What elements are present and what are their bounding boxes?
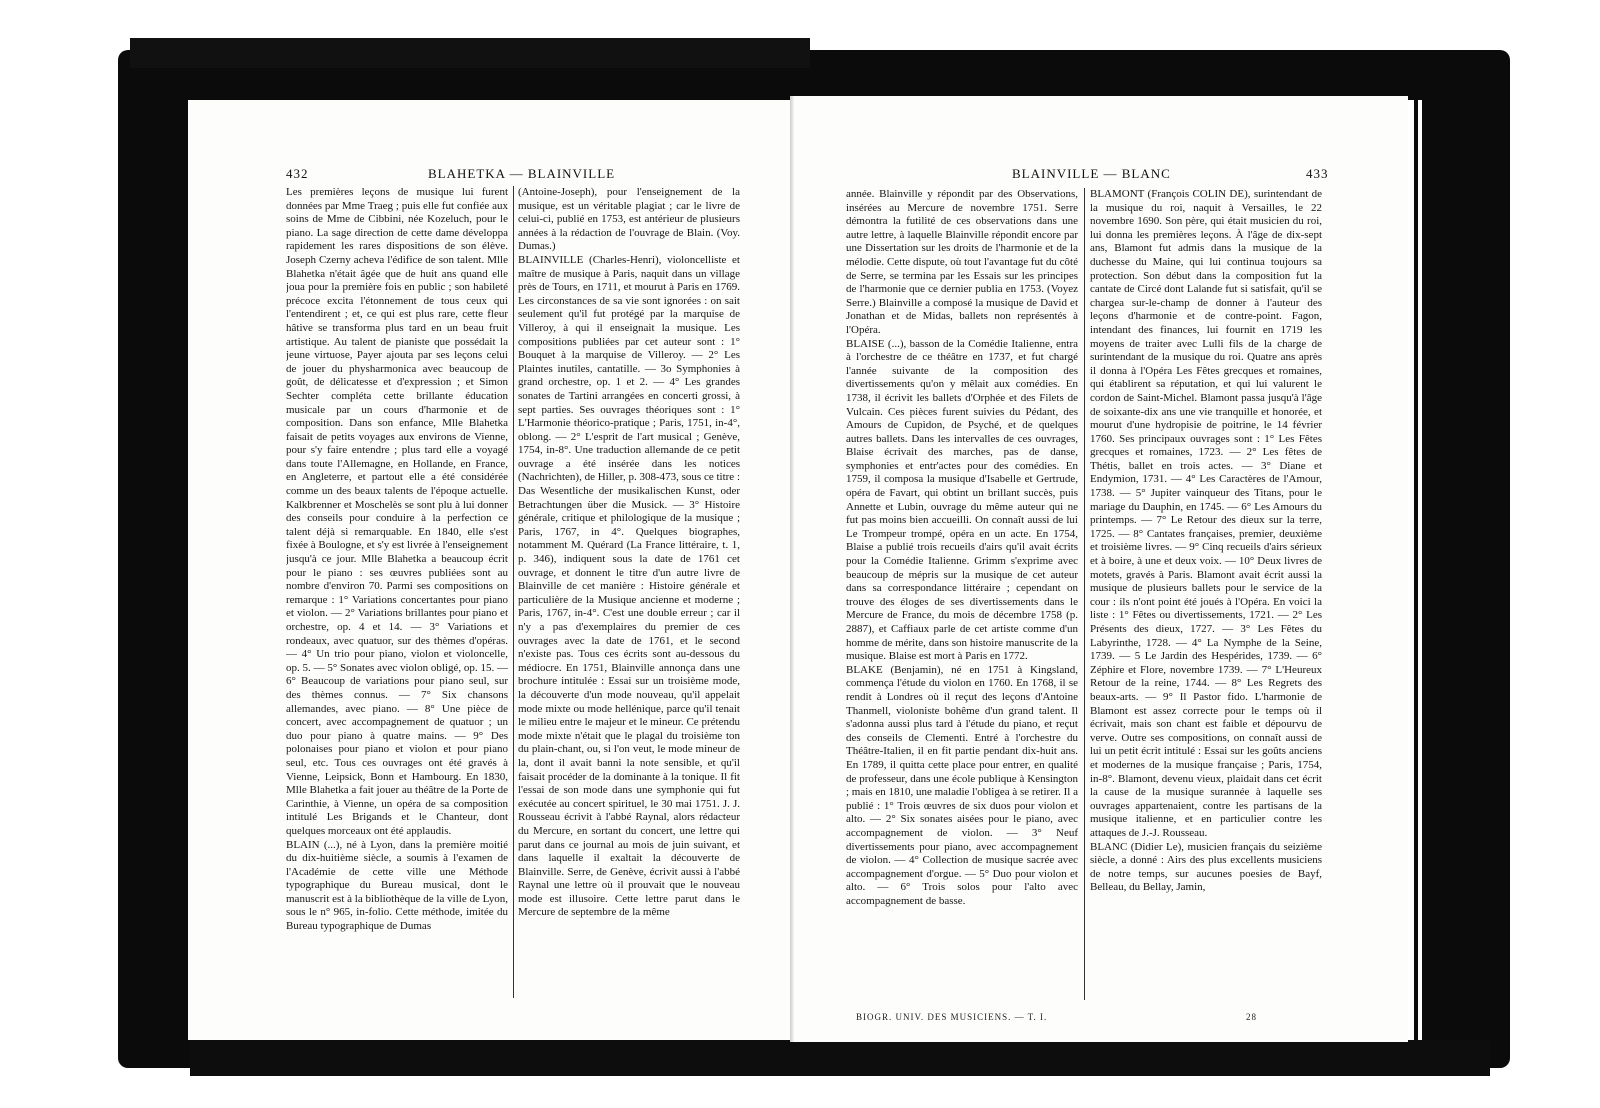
page-stack-edge	[1418, 100, 1422, 1040]
left-running-head: BLAHETKA — BLAINVILLE	[428, 166, 616, 181]
left-page-number: 432	[286, 166, 309, 181]
page-footer-signature: BIOGR. UNIV. DES MUSICIENS. — T. I.	[856, 1012, 1048, 1022]
entry-blake: BLAKE (Benjamin), né en 1751 à Kingsland, commença l'étude du violon en 1760. En 1768, il se rendit à Londres où il reçut des leçons d'Antoine Thanmell, violoniste bohême d'un grand talent. Il s'adonna aussi plus tard à l'étude du piano, et reçut des conseils de Clementi. Entré à l'orchestre du Théâtre-Italien, il en fit partie pendant dix-huit ans. En 1789, il quitta cette place pour entrer, en qualité de professeur, dans une école publique à Kensington ; mais en 1810, une maladie l'obligea à se retirer. Il a publié : 1° Trois œuvres de six duos pour violon et alto. — 2° Six sonates aisées pour le piano, avec accompagnement de violon. — 3° Neuf divertissements pour piano, avec accompagnement de violon. — 4° Collection de musique sacrée avec accompagnement d'orgue. — 5° Duo pour violon et alto. — 6° Trois solos pour l'alto avec accompagnement de basse.	[846, 663, 1078, 907]
entry-blain: BLAIN (...), né à Lyon, dans la première moitié du dix-huitième siècle, a soumis à l'examen de l'Académie de cette ville une Méthode typographique du Bureau musical, dont le manuscrit est à la bibliothèque de la ville de Lyon, sous le n° 965, in-folio. Cette méthode, imitée du Bureau typographique de Dumas	[286, 838, 508, 933]
right-running-head: BLAINVILLE — BLANC	[1012, 166, 1171, 181]
entry-blainville: BLAINVILLE (Charles-Henri), violoncelliste et maître de musique à Paris, naquit dans un village près de Tours, en 1711, et mourut à Paris en 1769. Les circonstances de sa vie sont ignorées : on sait seulement qu'il fut protégé par la marquise de Villeroy, à qui il enseignait la musique. Les compositions publiées par cet auteur sont : 1° Bouquet à la marquise de Villeroy. — 2° Les Plaintes inutiles, cantatille. — 3o Symphonies à grand orchestre, op. 1 et 2. — 4° Les grandes sonates de Tartini arrangées en concerti grossi, à sept parties. Ses ouvrages théoriques sont : 1° L'Harmonie théorico-pratique ; Paris, 1751, in-4°, oblong. — 2° L'esprit de l'art musical ; Genève, 1754, in-8°. Une traduction allemande de ce petit ouvrage a été insérée dans les notices (Nachrichten), de Hiller, p. 308-473, sous ce titre : Das Wesentliche der musikalischen Kunst, oder Betrachtungen über die Musick. — 3° Histoire générale, critique et philologique de la musique ; Paris, 1767, in 4°. Quelques biographes, notamment M. Quérard (La France littéraire, t. 1, p. 346), indiquent sous la date de 1761 cet ouvrage, et donnent le titre d'un autre livre de Blainville de cet manière : Histoire générale et particulière de la Musique ancienne et moderne ; Paris, 1767, in-4°. C'est une double erreur ; car il n'y a pas d'exemplaires du premier de ces ouvrages avec la date de 1761, et le second n'existe pas. Tous ces écrits sont au-dessous du médiocre. En 1751, Blainville annonça dans une brochure intitulée : Essai sur un troisième mode, la découverte d'un mode nouveau, qu'il appelait mode mixte ou mode hellénique, parce qu'il tenait le milieu entre le majeur et le mineur. Ce prétendu mode mixte n'était que le plagal du troisième ton du plain-chant, ou, si l'on veut, le mode mineur de la, dont il avait banni la note sensible, et qu'il faisait procéder de la dominante à la tonique. Il fit l'essai de son mode dans une symphonie qui fut exécutée au concert spirituel, le 30 mai 1751. J. J. Rousseau écrivit à l'abbé Raynal, alors rédacteur du Mercure, en sortant du concert, une lettre qui parut dans ce journal au mois de juin suivant, et dans laquelle il exaltait la découverte de Blainville. Serre, de Genève, écrivit aussi à l'abbé Raynal une lettre où il prouvait que le nouveau mode est illusoire. Cette lettre parut dans le Mercure de septembre de la même	[518, 253, 740, 919]
page-footer-sheet-number: 28	[1246, 1012, 1257, 1022]
book-cover-edge-bottom	[190, 1040, 1490, 1076]
entry-blamont: BLAMONT (François COLIN DE), surintendant de la musique du roi, naquit à Versailles, le 22 novembre 1690. Son père, qui était musicien du roi, lui donna les premières leçons. À l'âge de dix-sept ans, Blamont fut admis dans la musique de la duchesse du Maine, qui lui continua toujours sa protection. Son début dans la composition fut la cantate de Circé dont Lalande fut si satisfait, qu'il se chargea sur-le-champ de donner à l'auteur des leçons d'harmonie et de contre-point. Fagon, intendant des finances, lui fournit en 1719 les moyens de traiter avec Lulli fils de la charge de surintendant de la musique du roi. Quatre ans après il donna à l'Opéra Les Fêtes grecques et romaines, qui établirent sa réputation, et qui lui valurent le cordon de Saint-Michel. Blamont passa jusqu'à l'âge de soixante-dix ans une vie tranquille et honorée, et mourut d'une hydropisie de poitrine, le 14 février 1760. Ses principaux ouvrages sont : 1° Les Fêtes grecques et romaines, 1723. — 2° Les fêtes de Thétis, ballet en trois actes. — 3° Diane et Endymion, 1731. — 4° Les Caractères de l'Amour, 1738. — 5° Jupiter vainqueur des Titans, pour le mariage du Dauphin, en 1745. — 6° Les Amours du printemps. — 7° Le Retour des dieux sur la terre, 1725. — 8° Cantates françaises, premier, deuxième et troisième livres. — 9° Cinq recueils d'airs sérieux et à boire, à une et deux voix. — 10° Deux livres de motets, gravés à Paris. Blamont avait écrit aussi la musique de plusieurs ballets pour le service de la cour : ils n'ont point été joués à l'Opéra. En voici la liste : 1° Fêtes ou divertissements, 1721. — 2° Les Présents des dieux, 1727. — 3° Les Fêtes du Labyrinthe, 1728. — 4° La Nymphe de la Seine, 1739. — 5 Le Jardin des Hespérides, 1739. — 6° Zéphire et Flore, novembre 1739. — 7° L'Heureux Retour de la reine, 1744. — 8° Les Regrets des beaux-arts. — 9° Il Pastor fido. L'harmonie de Blamont est assez correcte pour le temps où il écrivait, mais son chant est faible et dépourvu de verve. Outre ses compositions, on connaît aussi de lui un petit écrit intitulé : Essai sur les goûts anciens et modernes de la musique française ; Paris, 1754, in-8°. Blamont, devenu vieux, plaidait dans cet écrit la cause de la musique surannée à laquelle ses ouvrages appartenaient, contre les partisans de la musique italienne, et en particulier contre les attaques de J.-J. Rousseau.	[1090, 188, 1322, 839]
right-column-1	[846, 188, 1078, 1006]
column-rule	[1084, 188, 1085, 1000]
left-column-1	[286, 186, 508, 1006]
column-rule	[513, 186, 514, 998]
page-stack-edge	[1408, 100, 1414, 1040]
right-page-number: 433	[1306, 166, 1329, 181]
entry-blanc: BLANC (Didier Le), musicien français du seizième siècle, a donné : Airs des plus excellents musiciens de notre temps, sur aucunes poesies de Bayf, Belleau, du Bellay, Jamin,	[1090, 840, 1322, 894]
left-column-2	[518, 186, 740, 1006]
right-page	[794, 96, 1408, 1042]
entry-paragraph: (Antoine-Joseph), pour l'enseignement de la musique, est un véritable plagiat ; car le livre de celui-ci, publié en 1753, est antérieur de plusieurs années à la rédaction de l'ouvrage de Blain. (Voy. Dumas.)	[518, 186, 740, 253]
book-cover-edge-top	[130, 38, 810, 68]
entry-paragraph: Les premières leçons de musique lui furent données par Mme Traeg ; puis elle fut confiée aux soins de Mme de Cibbini, née Kozeluch, pour le piano. La sage direction de cette dame développa rapidement les rares dispositions de son élève. Joseph Czerny acheva l'édifice de son talent. Mlle Blahetka n'était âgée que de huit ans quand elle joua pour la première fois en public ; son habileté précoce excita l'étonnement de tous ceux qui l'entendirent ; et, ce qui est plus rare, cette fleur hâtive se transforma plus tard en un beau fruit artistique. Au talent de pianiste que possédait la jeune virtuose, Payer ajouta par ses leçons celui de jouer du physharmonica avec beaucoup de goût, de délicatesse et d'expression ; et Simon Sechter compléta cette brillante éducation musicale par un cours d'harmonie et de composition. Dans son enfance, Mlle Blahetka faisait de petits voyages aux environs de Vienne, pour s'y faire entendre ; plus tard elle a voyagé dans toute l'Allemagne, en Hollande, en France, en Angleterre, et partout elle a été considérée comme un des beaux talents de l'époque actuelle. Kalkbrenner et Moschelès se sont plu à lui donner des conseils pour conduire à la perfection ce talent déjà si remarquable. En 1840, elle s'est fixée à Boulogne, et s'y est livrée à l'enseignement jusqu'à ce jour. Mlle Blahetka a beaucoup écrit pour le piano : ses œuvres publiées sont au nombre d'environ 70. Parmi ses compositions on remarque : 1° Variations concertantes pour piano et violon. — 2° Variations brillantes pour piano et orchestre, op. 4 et 14. — 3° Variations et rondeaux, avec quatuor, sur des thèmes d'opéras. — 4° Un trio pour piano, violon et violoncelle, op. 5. — 5° Sonates avec violon obligé, op. 15. — 6° Beaucoup de variations pour piano seul, sur des thèmes connus. — 7° Six chansons allemandes, avec piano. — 8° Une pièce de concert, avec accompagnement de quatuor ; un duo pour piano à quatre mains. — 9° Des polonaises pour piano et violon et pour piano seul, etc. Tous ces ouvrages ont été gravés à Vienne, Leipsick, Bonn et Hambourg. En 1830, Mlle Blahetka a fait jouer au théâtre de la Porte de Carinthie, à Vienne, un opéra de sa composition intitulé Les Brigands et le Chanteur, dont quelques morceaux ont été applaudis.	[286, 186, 508, 837]
right-column-2	[1090, 188, 1322, 1006]
entry-blaise: BLAISE (...), basson de la Comédie Italienne, entra à l'orchestre de ce théâtre en 1737, et fut chargé l'année suivante de la composition des divertissements qu'on y mêlait aux comédies. En 1738, il écrivit les ballets d'Orphée et des Filets de Vulcain. Ces pièces furent suivies du Pédant, des Amours de Cupidon, de Psyché, et de quelques autres ballets. Dans les intervalles de ces ouvrages, Blaise écrivait des marches, pas de danse, symphonies et entr'actes pour des comédies. En 1759, il composa la musique d'Isabelle et Gertrude, opéra de Favart, qui obtint un brillant succès, puis Annette et Lubin, ouvrage du même auteur qui ne fut pas moins bien accueilli. On connaît aussi de lui Le Trompeur trompé, opéra en un acte. En 1754, Blaise a publié trois recueils d'airs qu'il avait écrits pour la Comédie Italienne. Grimm s'exprime avec beaucoup de mépris sur la musique de cet auteur dans sa correspondance littéraire ; cependant on trouve des éloges de ses divertissements dans le Mercure de France, du mois de décembre 1758 (p. 2887), et Caffiaux parle de cet artiste comme d'un homme de mérite, dans son histoire manuscrite de la musique. Blaise est mort à Paris en 1772.	[846, 337, 1078, 663]
left-page	[188, 100, 794, 1040]
entry-paragraph: année. Blainville y répondit par des Observations, insérées au Mercure de novembre 1751. Serre démontra la futilité de ces observations dans une autre lettre, à laquelle Blainville répondit encore par une Dissertation sur les droits de l'harmonie et de la mélodie. Cette dispute, où tout l'avantage fut du côté de Serre, se termina par les Essais sur les principes de l'harmonie que ce dernier publia en 1753. (Voyez Serre.) Blainville a composé la musique de David et Jonathan et de Midas, ballets non représentés à l'Opéra.	[846, 188, 1078, 336]
